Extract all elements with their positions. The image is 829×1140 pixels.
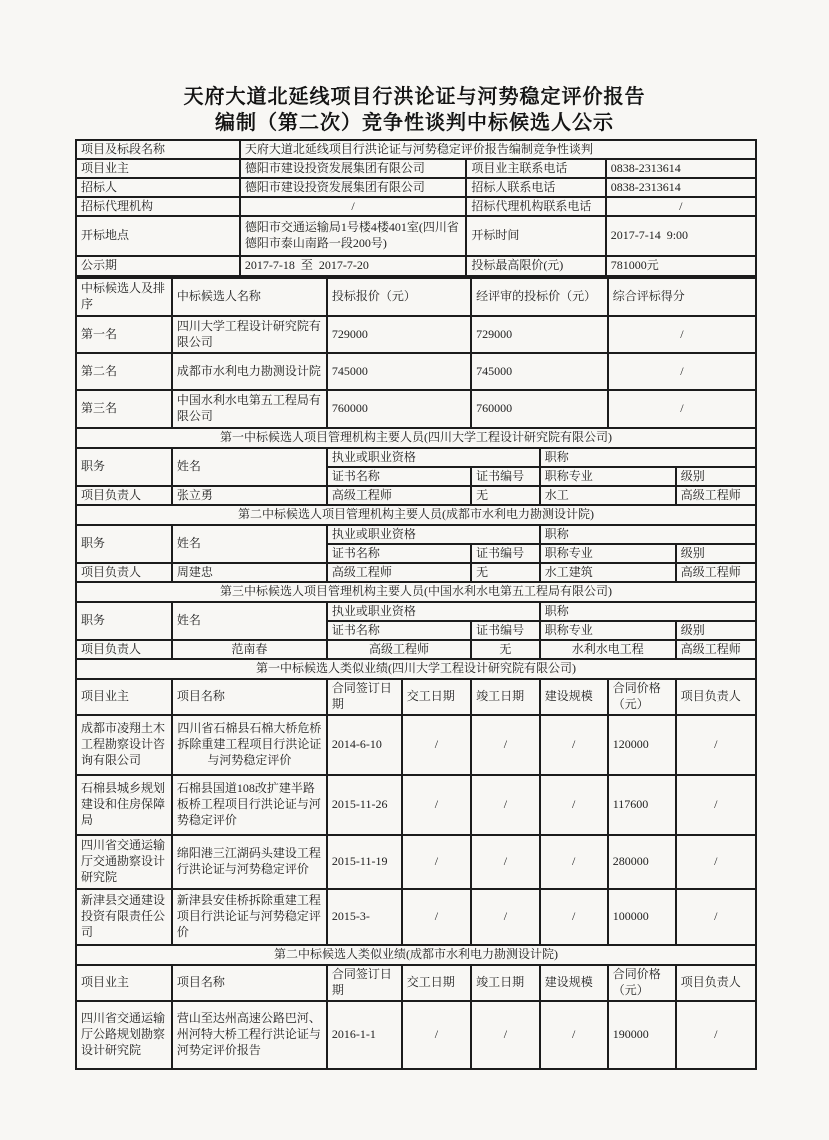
perf-handover-date: / — [402, 1001, 471, 1069]
column-header: 证书编号 — [471, 621, 540, 640]
section-header-row — [76, 428, 756, 448]
perf-price: 280000 — [608, 835, 676, 889]
perf-scale: / — [540, 1001, 608, 1069]
perf-price: 190000 — [608, 1001, 676, 1069]
info-label: 项目业主联系电话 — [466, 159, 605, 178]
person-name: 周建忠 — [172, 563, 327, 582]
perf-project: 石棉县国道108改扩建半路板桥工程项目行洪论证与河势稳定评价 — [172, 775, 327, 835]
column-header: 级别 — [676, 467, 756, 486]
performance-row — [76, 1001, 756, 1069]
perf-scale: / — [540, 775, 608, 835]
perf-completion-date: / — [471, 775, 540, 835]
column-header: 证书编号 — [471, 467, 540, 486]
personnel-header-row — [76, 448, 756, 467]
candidate-row — [76, 390, 756, 428]
perf-sign-date: 2015-3- — [327, 889, 402, 945]
info-value: / — [240, 197, 466, 216]
info-value: 德阳市交通运输局1号楼4楼401室(四川省德阳市泰山南路一段200号) — [240, 216, 466, 256]
section-header-row — [76, 945, 756, 965]
performance-row — [76, 835, 756, 889]
column-header: 姓名 — [172, 448, 327, 486]
perf-handover-date: / — [402, 775, 471, 835]
column-header: 建设规模 — [540, 965, 608, 1001]
perf-completion-date: / — [471, 835, 540, 889]
perf-owner: 成都市凌翔土木工程勘察设计咨询有限公司 — [76, 715, 172, 775]
perf-handover-date: / — [402, 889, 471, 945]
perf-leader: / — [676, 835, 756, 889]
info-value: 781000元 — [606, 256, 756, 276]
perf-completion-date: / — [471, 715, 540, 775]
person-position: 项目负责人 — [76, 486, 172, 505]
perf-scale: / — [540, 835, 608, 889]
column-header: 证书编号 — [471, 544, 540, 563]
person-cert-name: 高级工程师 — [327, 486, 471, 505]
perf-leader: / — [676, 715, 756, 775]
table-row — [76, 197, 756, 216]
perf-owner: 四川省交通运输厅交通勘察设计研究院 — [76, 835, 172, 889]
perf-price: 100000 — [608, 889, 676, 945]
document-title-line1: 天府大道北延线项目行洪论证与河势稳定评价报告 — [183, 86, 646, 108]
column-header: 职务 — [76, 602, 172, 640]
project-info-table — [75, 139, 757, 277]
personnel-header-row — [76, 602, 756, 621]
column-header: 职称专业 — [540, 544, 676, 563]
performance-header-row — [76, 679, 756, 715]
perf-project: 营山至达州高速公路巴河、州河特大桥工程行洪论证与河势定评价报告 — [172, 1001, 327, 1069]
info-value: 2017-7-18 至 2017-7-20 — [240, 256, 466, 276]
candidate-rank: 第三名 — [76, 390, 172, 428]
column-header: 项目业主 — [76, 679, 172, 715]
column-header: 交工日期 — [402, 679, 471, 715]
column-header: 职称专业 — [540, 621, 676, 640]
section-title: 第二中标候选人项目管理机构主要人员(成都市水利电力勘测设计院) — [76, 505, 756, 525]
column-header: 竣工日期 — [471, 965, 540, 1001]
column-header: 职称 — [540, 448, 756, 467]
info-label: 招标代理机构 — [76, 197, 240, 216]
column-header: 交工日期 — [402, 965, 471, 1001]
column-header: 竣工日期 — [471, 679, 540, 715]
column-header: 项目名称 — [172, 965, 327, 1001]
column-header: 中标候选人及排序 — [76, 278, 172, 316]
column-header: 姓名 — [172, 525, 327, 563]
column-header: 合同价格（元） — [608, 679, 676, 715]
column-header: 证书名称 — [327, 467, 471, 486]
column-header: 职务 — [76, 525, 172, 563]
person-position: 项目负责人 — [76, 563, 172, 582]
document-title — [0, 84, 829, 136]
column-header: 职称 — [540, 525, 756, 544]
perf-leader: / — [676, 889, 756, 945]
info-value: 0838-2313614 — [606, 159, 756, 178]
section-header-row — [76, 582, 756, 602]
column-header: 合同价格（元） — [608, 965, 676, 1001]
info-label: 招标人 — [76, 178, 240, 197]
info-label: 招标代理机构联系电话 — [466, 197, 605, 216]
column-header: 证书名称 — [327, 544, 471, 563]
performance-row — [76, 775, 756, 835]
candidate-bid: 729000 — [327, 316, 471, 353]
info-label: 项目业主 — [76, 159, 240, 178]
section-header-row — [76, 505, 756, 525]
column-header: 建设规模 — [540, 679, 608, 715]
column-header: 综合评标得分 — [608, 278, 756, 316]
info-label: 开标时间 — [466, 216, 605, 256]
perf-completion-date: / — [471, 1001, 540, 1069]
column-header: 姓名 — [172, 602, 327, 640]
column-header: 证书名称 — [327, 621, 471, 640]
perf-leader: / — [676, 1001, 756, 1069]
person-cert-name: 高级工程师 — [327, 563, 471, 582]
info-value: 2017-7-14 9:00 — [606, 216, 756, 256]
perf-sign-date: 2014-6-10 — [327, 715, 402, 775]
person-title-major: 水工建筑 — [540, 563, 676, 582]
person-title-major: 水利水电工程 — [540, 640, 676, 659]
perf-owner: 新津县交通建设投资有限责任公司 — [76, 889, 172, 945]
column-header: 级别 — [676, 621, 756, 640]
info-value: 0838-2313614 — [606, 178, 756, 197]
perf-owner: 四川省交通运输厅公路规划勘察设计研究院 — [76, 1001, 172, 1069]
person-cert-no: 无 — [471, 640, 540, 659]
candidate-row — [76, 316, 756, 353]
performance-row — [76, 889, 756, 945]
candidate-name: 中国水利水电第五工程局有限公司 — [172, 390, 327, 428]
perf-handover-date: / — [402, 835, 471, 889]
candidate-name: 成都市水利电力勘测设计院 — [172, 353, 327, 390]
section-header-row — [76, 659, 756, 679]
person-position: 项目负责人 — [76, 640, 172, 659]
document-title-line2: 编制（第二次）竞争性谈判中标候选人公示 — [215, 112, 614, 134]
person-name: 张立勇 — [172, 486, 327, 505]
person-title-major: 水工 — [540, 486, 676, 505]
column-header: 合同签订日期 — [327, 965, 402, 1001]
perf-leader: / — [676, 775, 756, 835]
person-level: 高级工程师 — [676, 486, 756, 505]
candidate-name: 四川大学工程设计研究院有限公司 — [172, 316, 327, 353]
column-header: 执业或职业资格 — [327, 602, 540, 621]
perf-project: 四川省石棉县石棉大桥危桥拆除重建工程项目行洪论证与河势稳定评价 — [172, 715, 327, 775]
perf-sign-date: 2015-11-26 — [327, 775, 402, 835]
column-header: 中标候选人名称 — [172, 278, 327, 316]
candidate-score: / — [608, 316, 756, 353]
column-header: 级别 — [676, 544, 756, 563]
section-title: 第二中标候选人类似业绩(成都市水利电力勘测设计院) — [76, 945, 756, 965]
section-title: 第三中标候选人项目管理机构主要人员(中国水利水电第五工程局有限公司) — [76, 582, 756, 602]
column-header: 职称 — [540, 602, 756, 621]
person-level: 高级工程师 — [676, 563, 756, 582]
info-label: 投标最高限价(元) — [466, 256, 605, 276]
section-title: 第一中标候选人类似业绩(四川大学工程设计研究院有限公司) — [76, 659, 756, 679]
info-label: 项目及标段名称 — [76, 140, 240, 159]
candidate-rank: 第一名 — [76, 316, 172, 353]
info-label: 公示期 — [76, 256, 240, 276]
person-name: 范南春 — [172, 640, 327, 659]
perf-project: 新津县安佳桥拆除重建工程项目行洪论证与河势稳定评价 — [172, 889, 327, 945]
perf-price: 117600 — [608, 775, 676, 835]
perf-project: 绵阳港三江湖码头建设工程行洪论证与河势稳定评价 — [172, 835, 327, 889]
column-header: 投标报价（元） — [327, 278, 471, 316]
person-cert-no: 无 — [471, 486, 540, 505]
bid-results-table — [75, 277, 757, 1070]
table-row — [76, 140, 756, 159]
person-cert-name: 高级工程师 — [327, 640, 471, 659]
notice-table — [75, 139, 757, 1070]
perf-owner: 石棉县城乡规划建设和住房保障局 — [76, 775, 172, 835]
info-value: 德阳市建设投资发展集团有限公司 — [240, 159, 466, 178]
candidate-evaluated-bid: 745000 — [471, 353, 608, 390]
column-header: 项目负责人 — [676, 679, 756, 715]
performance-header-row — [76, 965, 756, 1001]
candidate-evaluated-bid: 760000 — [471, 390, 608, 428]
column-header: 经评审的投标价（元） — [471, 278, 608, 316]
column-header: 执业或职业资格 — [327, 448, 540, 467]
column-header: 合同签订日期 — [327, 679, 402, 715]
personnel-header-row — [76, 525, 756, 544]
info-label: 开标地点 — [76, 216, 240, 256]
candidate-bid: 760000 — [327, 390, 471, 428]
performance-row — [76, 715, 756, 775]
perf-scale: / — [540, 889, 608, 945]
table-row — [76, 159, 756, 178]
info-value: 德阳市建设投资发展集团有限公司 — [240, 178, 466, 197]
perf-completion-date: / — [471, 889, 540, 945]
column-header: 职务 — [76, 448, 172, 486]
personnel-row — [76, 640, 756, 659]
perf-scale: / — [540, 715, 608, 775]
info-value: 天府大道北延线项目行洪论证与河势稳定评价报告编制竞争性谈判 — [240, 140, 756, 159]
candidate-row — [76, 353, 756, 390]
section-title: 第一中标候选人项目管理机构主要人员(四川大学工程设计研究院有限公司) — [76, 428, 756, 448]
perf-price: 120000 — [608, 715, 676, 775]
person-level: 高级工程师 — [676, 640, 756, 659]
info-value: / — [606, 197, 756, 216]
candidates-header-row — [76, 278, 756, 316]
column-header: 执业或职业资格 — [327, 525, 540, 544]
candidate-score: / — [608, 390, 756, 428]
candidate-rank: 第二名 — [76, 353, 172, 390]
candidate-evaluated-bid: 729000 — [471, 316, 608, 353]
column-header: 项目名称 — [172, 679, 327, 715]
candidate-score: / — [608, 353, 756, 390]
table-row — [76, 178, 756, 197]
candidate-bid: 745000 — [327, 353, 471, 390]
info-label: 招标人联系电话 — [466, 178, 605, 197]
table-row — [76, 216, 756, 256]
table-row — [76, 256, 756, 276]
person-cert-no: 无 — [471, 563, 540, 582]
column-header: 项目负责人 — [676, 965, 756, 1001]
perf-handover-date: / — [402, 715, 471, 775]
personnel-row — [76, 563, 756, 582]
column-header: 项目业主 — [76, 965, 172, 1001]
personnel-row — [76, 486, 756, 505]
column-header: 职称专业 — [540, 467, 676, 486]
perf-sign-date: 2016-1-1 — [327, 1001, 402, 1069]
perf-sign-date: 2015-11-19 — [327, 835, 402, 889]
